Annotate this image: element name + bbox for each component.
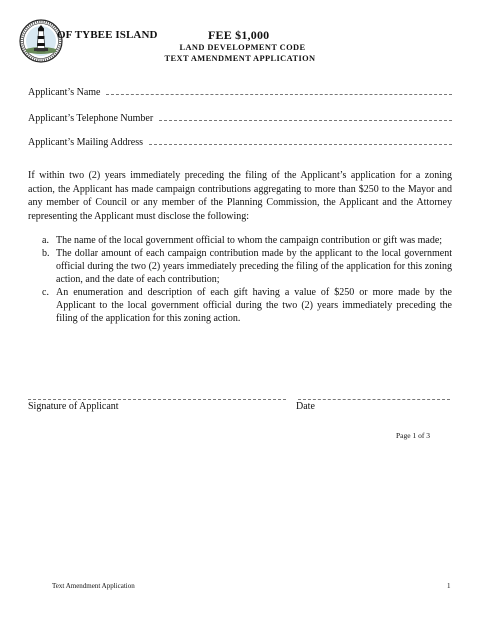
list-item-text: An enumeration and description of each gift having a value of $250 or more made by the Applicant to the local government official during the two (2) years immediately preceding the filing of the application for this zoning action. [56, 287, 452, 324]
applicant-phone-blank [159, 113, 452, 121]
signature-label: Signature of Applicant [28, 401, 119, 412]
applicant-address-label: Applicant’s Mailing Address [28, 137, 143, 148]
list-item [28, 286, 452, 325]
fee-heading: FEE $1,000 [208, 28, 270, 42]
document-title: TEXT AMENDMENT APPLICATION [164, 54, 316, 63]
list-item-marker: b. [42, 248, 50, 259]
applicant-name-field [28, 87, 452, 98]
applicant-address-blank [149, 137, 452, 145]
date-label: Date [296, 401, 315, 412]
list-item-marker: a. [42, 235, 49, 246]
applicant-phone-field [28, 113, 452, 124]
list-item-text: The dollar amount of each campaign contribution made by the applicant to the local government official during the two (2) years immediately preceding the filing of the application for this zoning action, and the date of each contribution; [56, 248, 452, 285]
applicant-name-blank [106, 87, 452, 95]
footer-document-name: Text Amendment Application [52, 582, 135, 590]
applicant-address-field [28, 137, 452, 148]
disclosure-list [28, 234, 452, 325]
signature-line [28, 394, 286, 400]
date-line [298, 394, 450, 400]
list-item-marker: c. [42, 287, 49, 298]
list-item [28, 247, 452, 286]
list-item-text: The name of the local government official to whom the campaign contribution or gift was made; [56, 235, 443, 246]
footer-page-number: 1 [447, 582, 451, 590]
applicant-name-label: Applicant’s Name [28, 87, 101, 98]
list-item [28, 234, 452, 247]
page-indicator: Page 1 of 3 [396, 431, 430, 440]
applicant-phone-label: Applicant’s Telephone Number [28, 113, 154, 124]
disclosure-paragraph: If within two (2) years immediately preceding the filing of the Applicant’s application for a zoning action, the Applicant has made campaign contributions aggregating to more than $250 to the Mayor and any member of Council or any member of the Planning Commission, the Applicant and the Attorney representing the Applicant must disclose the following: [28, 170, 452, 222]
city-name-heading: OF TYBEE ISLAND [57, 29, 158, 41]
document-subtitle-code: LAND DEVELOPMENT CODE [179, 43, 306, 52]
